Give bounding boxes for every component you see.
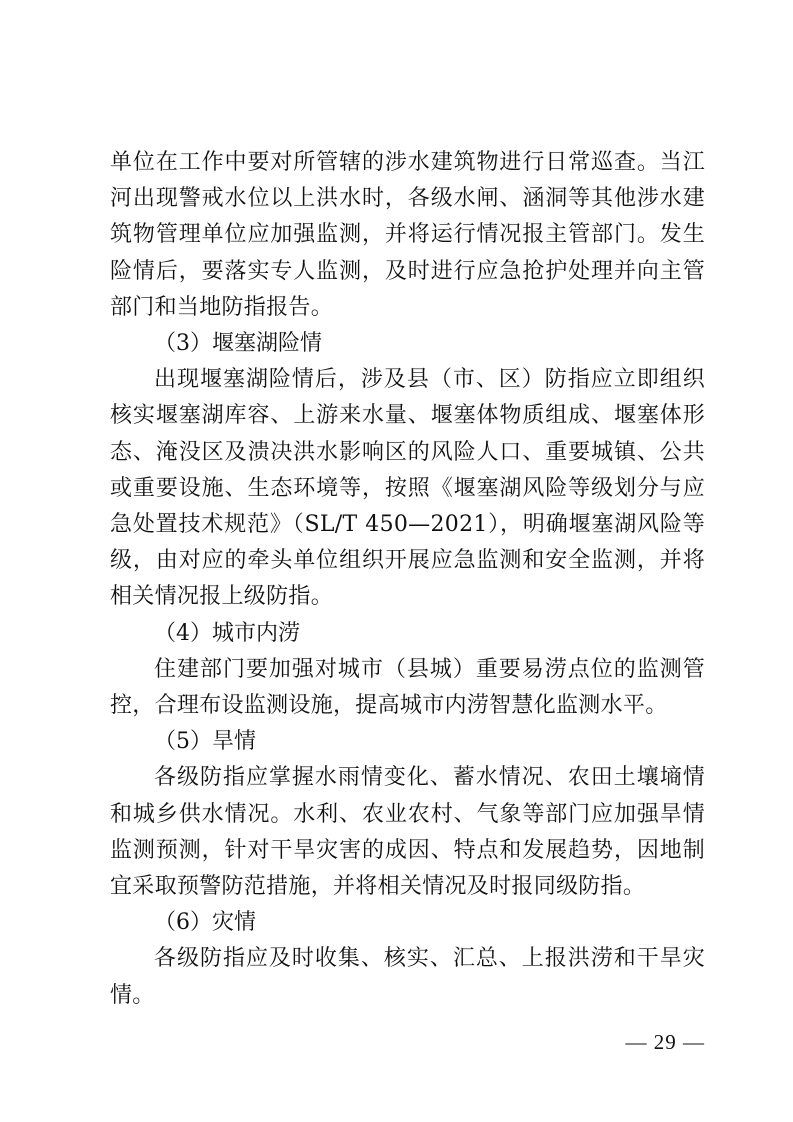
page-number: — 29 — <box>625 1030 705 1054</box>
document-body <box>110 145 705 1014</box>
paragraph-disaster: 各级防指应及时收集、核实、汇总、上报洪涝和干旱灾情。 <box>110 946 705 1008</box>
paragraph-barrier-lake: 出现堰塞湖险情后，涉及县（市、区）防指应立即组织核实堰塞湖库容、上游来水量、堰塞体物质组成、堰塞体形态、淹没区及溃决洪水影响区的风险人口、重要城镇、公共或重要设施、生态环境等，按照《堰塞湖风险等级划分与应急处置技术规范》（SL/T 450—2021），明确堰塞湖风险等级，由对应的牵头单位组织开展应急监测和安全监测，并将相关情况报上级防指。 <box>110 367 705 610</box>
section-heading-barrier-lake: （3）堰塞湖险情 <box>154 331 322 357</box>
section-heading-disaster: （6）灾情 <box>154 910 256 936</box>
section-heading-urban-waterlogging: （4）城市内涝 <box>154 620 300 646</box>
paragraph-continued: 单位在工作中要对所管辖的涉水建筑物进行日常巡查。当江河出现警戒水位以上洪水时，各级水闸、涵洞等其他涉水建筑物管理单位应加强监测，并将运行情况报主管部门。发生险情后，要落实专人监测，及时进行应急抢护处理并向主管部门和当地防指报告。 <box>110 150 705 320</box>
paragraph-urban-waterlogging: 住建部门要加强对城市（县城）重要易涝点位的监测管控，合理布设监测设施，提高城市内涝智慧化监测水平。 <box>110 656 705 719</box>
section-heading-drought: （5）旱情 <box>154 729 256 755</box>
paragraph-drought: 各级防指应掌握水雨情变化、蓄水情况、农田土壤墒情和城乡供水情况。水利、农业农村、气象等部门应加强旱情监测预测，针对干旱灾害的成因、特点和发展趋势，因地制宜采取预警防范措施，并将相关情况及时报同级防指。 <box>110 765 705 900</box>
